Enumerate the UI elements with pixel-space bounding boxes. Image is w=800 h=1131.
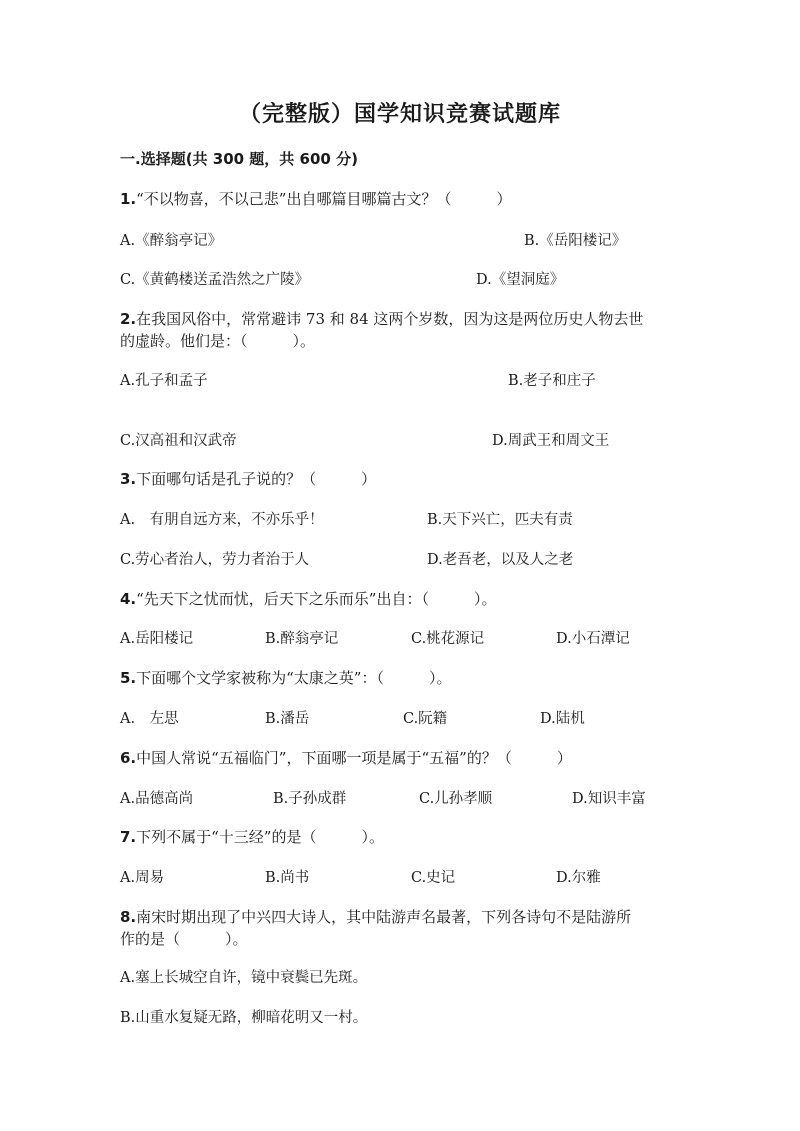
question-text: 下面哪句话是孔子说的？（ ）	[136, 470, 377, 488]
question-text: 在我国风俗中，常常避讳 73 和 84 这两个岁数，因为这是两位历史人物去世	[136, 310, 644, 328]
option-c: C.儿孙孝顺	[419, 791, 493, 807]
question-text: 中国人常说“五福临门”，下面哪一项是属于“五福”的？（ ）	[136, 749, 572, 767]
question-text: “先天下之忧而忧，后天下之乐而乐”出自：（ ）。	[136, 590, 497, 608]
question-text: 下列不属于“十三经”的是（ ）。	[136, 828, 384, 846]
question-4	[120, 588, 496, 609]
option-a: A.岳阳楼记	[120, 631, 194, 647]
option-b: B.山重水复疑无路，柳暗花明又一村。	[120, 1010, 368, 1026]
option-c: C.史记	[411, 870, 456, 886]
option-c: C.劳心者治人，劳力者治于人	[120, 552, 310, 568]
question-number: 7.	[120, 828, 137, 846]
document-title: （完整版）国学知识竞赛试题库	[238, 101, 561, 127]
question-text: 下面哪个文学家被称为“太康之英”：（ ）。	[136, 669, 452, 687]
option-b: B.老子和庄子	[508, 373, 596, 389]
option-a: A. 左思	[120, 711, 179, 727]
question-3	[120, 468, 376, 489]
question-2	[120, 308, 643, 329]
option-c: C.《黄鹤楼送孟浩然之广陵》	[120, 272, 310, 288]
option-b: B.尚书	[265, 870, 310, 886]
option-b: B.潘岳	[265, 711, 310, 727]
option-a: A.《醉翁亭记》	[120, 233, 223, 249]
question-text-continued: 作的是（ ）。	[120, 930, 248, 948]
option-b: B.子孙成群	[273, 791, 347, 807]
option-a: A.塞上长城空自许，镜中衰鬓已先斑。	[120, 970, 368, 986]
question-7	[120, 826, 384, 847]
question-number: 4.	[120, 590, 137, 608]
option-a: A.品德高尚	[120, 791, 194, 807]
question-number: 3.	[120, 470, 137, 488]
question-number: 1.	[120, 190, 137, 208]
option-c: C.桃花源记	[411, 631, 485, 647]
option-a: A.周易	[120, 870, 165, 886]
option-c: C.汉高祖和汉武帝	[120, 433, 237, 449]
option-d: D.周武王和周文王	[492, 433, 610, 449]
question-text-continued: 的虚龄。他们是：（ ）。	[120, 332, 316, 350]
option-d: D.尔雅	[556, 870, 601, 886]
question-number: 8.	[120, 908, 137, 926]
question-text: 南宋时期出现了中兴四大诗人，其中陆游声名最著，下列各诗句不是陆游所	[136, 908, 632, 926]
question-8	[120, 906, 631, 927]
question-1	[120, 188, 511, 209]
question-5	[120, 667, 451, 688]
option-b: B.《岳阳楼记》	[524, 233, 627, 249]
question-number: 2.	[120, 310, 137, 328]
option-b: B.醉翁亭记	[265, 631, 339, 647]
option-d: D.知识丰富	[572, 791, 646, 807]
option-c: C.阮籍	[403, 711, 448, 727]
section-heading: 一.选择题(共 300 题，共 600 分)	[120, 150, 358, 168]
option-a: A.孔子和孟子	[120, 373, 208, 389]
option-d: D.老吾老，以及人之老	[427, 552, 574, 568]
question-number: 5.	[120, 669, 137, 687]
question-text: “不以物喜，不以己悲”出自哪篇目哪篇古文？（ ）	[136, 190, 512, 208]
question-6	[120, 747, 572, 768]
option-b: B.天下兴亡，匹夫有责	[427, 512, 573, 528]
option-d: D.小石潭记	[556, 631, 630, 647]
option-d: D.《望洞庭》	[476, 272, 565, 288]
question-number: 6.	[120, 749, 137, 767]
option-a: A. 有朋自远方来，不亦乐乎！	[120, 512, 324, 528]
option-d: D.陆机	[540, 711, 585, 727]
